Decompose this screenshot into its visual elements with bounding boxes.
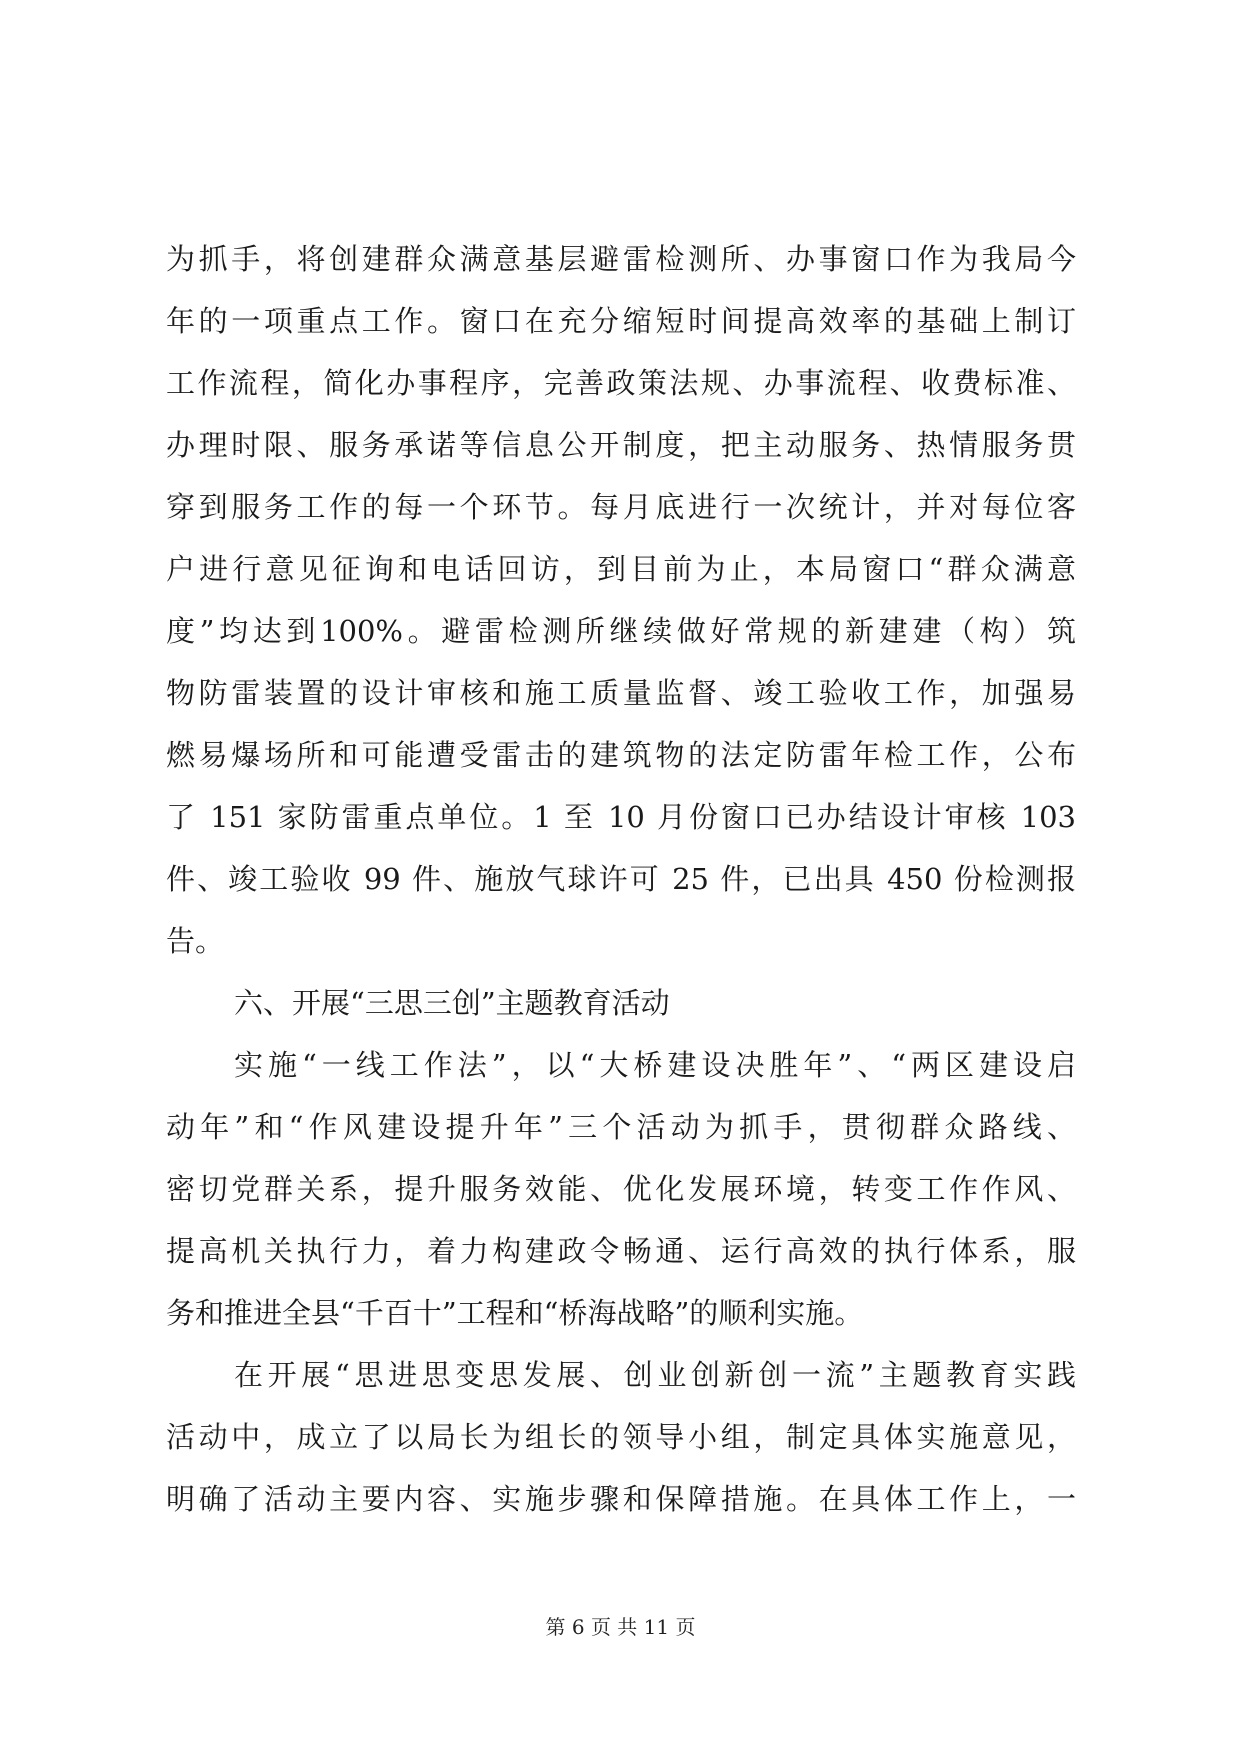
text-line: 物防雷装置的设计审核和施工质量监督、竣工验收工作，加强易 [166, 676, 1076, 710]
text-line: 为抓手，将创建群众满意基层避雷检测所、办事窗口作为我局今 [166, 242, 1076, 276]
text-line: 活动中，成立了以局长为组长的领导小组，制定具体实施意见， [166, 1420, 1076, 1454]
text-line: 工作流程，简化办事程序，完善政策法规、办事流程、收费标准、 [166, 366, 1076, 400]
document-body [166, 228, 1076, 1530]
text-line: 件、竣工验收 99 件、施放气球许可 25 件，已出具 450 份检测报 [166, 862, 1076, 896]
text-line: 告。 [166, 924, 225, 958]
text-line: 年的一项重点工作。窗口在充分缩短时间提高效率的基础上制订 [166, 304, 1076, 338]
text-line: 户进行意见征询和电话回访，到目前为止，本局窗口“群众满意 [166, 552, 1076, 586]
text-line: 在开展“思进思变思发展、创业创新创一流”主题教育实践 [234, 1358, 1076, 1392]
text-line: 提高机关执行力，着力构建政令畅通、运行高效的执行体系，服 [166, 1234, 1076, 1268]
text-line: 燃易爆场所和可能遭受雷击的建筑物的法定防雷年检工作，公布 [166, 738, 1076, 772]
text-line: 办理时限、服务承诺等信息公开制度，把主动服务、热情服务贯 [166, 428, 1076, 462]
text-line: 了 151 家防雷重点单位。1 至 10 月份窗口已办结设计审核 103 [166, 800, 1076, 834]
text-line: 务和推进全县“千百十”工程和“桥海战略”的顺利实施。 [166, 1296, 864, 1330]
text-line: 度”均达到100%。避雷检测所继续做好常规的新建建（构）筑 [166, 614, 1076, 648]
text-line: 密切党群关系，提升服务效能、优化发展环境，转变工作作风、 [166, 1172, 1076, 1206]
text-line: 六、开展“三思三创”主题教育活动 [234, 986, 670, 1020]
text-line: 穿到服务工作的每一个环节。每月底进行一次统计，并对每位客 [166, 490, 1076, 524]
page-footer: 第 6 页 共 11 页 [545, 1615, 696, 1639]
text-line: 实施“一线工作法”，以“大桥建设决胜年”、“两区建设启 [234, 1048, 1076, 1082]
text-line: 动年”和“作风建设提升年”三个活动为抓手，贯彻群众路线、 [166, 1110, 1076, 1144]
text-line: 明确了活动主要内容、实施步骤和保障措施。在具体工作上，一 [166, 1482, 1076, 1516]
